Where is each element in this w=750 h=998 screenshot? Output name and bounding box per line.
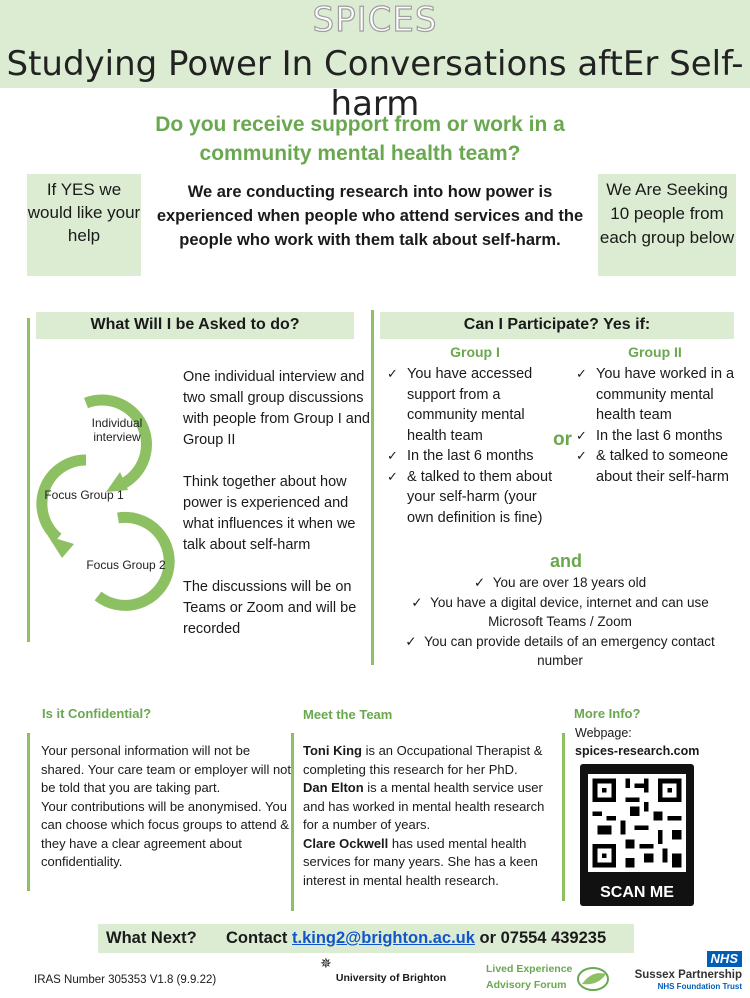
check-icon: ✓ bbox=[473, 575, 493, 590]
webpage-label: Webpage: bbox=[575, 726, 632, 740]
what-next-label: What Next? bbox=[106, 929, 197, 947]
cycle-arrowhead-2 bbox=[48, 536, 74, 558]
and-label: and bbox=[549, 551, 582, 571]
team-member bbox=[303, 779, 561, 835]
brighton-logo bbox=[316, 956, 466, 984]
general-criteria-text: You can provide details of an emergency contact number bbox=[424, 633, 715, 668]
contact-line bbox=[226, 924, 606, 953]
general-criteria bbox=[390, 573, 730, 671]
asked-heading: What Will I be Asked to do? bbox=[36, 312, 354, 339]
member-desc: is a mental health service user and has worked in mental health research for a number of years. bbox=[303, 780, 545, 832]
general-criteria-item bbox=[390, 593, 730, 632]
nhs-badge: NHS bbox=[707, 951, 742, 967]
criteria-item: ✓ You have accessed support from a community mental health team bbox=[387, 364, 562, 446]
webpage-url[interactable]: spices-research.com bbox=[575, 744, 700, 758]
qr-icon bbox=[588, 774, 686, 872]
criteria-item: ✓ & talked to them about your self-harm (your own definition is fine) bbox=[387, 467, 562, 529]
acronym-title: SPICES bbox=[312, 0, 438, 40]
team-heading: Meet the Team bbox=[303, 707, 393, 722]
member-name: Toni King bbox=[303, 743, 362, 758]
member-name: Dan Elton bbox=[303, 780, 364, 795]
what-next-bar bbox=[98, 924, 634, 953]
confidential-heading: Is it Confidential? bbox=[42, 706, 152, 721]
team-member bbox=[303, 835, 561, 891]
more-info-heading: More Info? bbox=[574, 706, 641, 721]
divider-line bbox=[371, 310, 374, 665]
team-bios bbox=[303, 742, 561, 890]
group2-criteria bbox=[576, 364, 736, 487]
confidential-paragraph: Your personal information will not be shared. Your care team or employer will not be told that you are taking part. bbox=[41, 743, 292, 795]
cycle-diagram bbox=[28, 378, 178, 628]
asked-paragraph: The discussions will be on Teams or Zoom and will be recorded bbox=[183, 579, 357, 637]
cycle-label-focus1: Focus Group 1 bbox=[44, 488, 124, 502]
if-yes-box: If YES we would like your help bbox=[27, 174, 141, 276]
question-heading: Do you receive support from or work in a community mental health team? bbox=[155, 113, 565, 165]
member-desc: has used mental health services for many years. She has a keen interest in mental health research. bbox=[303, 835, 538, 888]
group2-title: Group II bbox=[628, 344, 682, 360]
general-criteria-item bbox=[390, 632, 730, 671]
cycle-label-individual: Individual interview bbox=[91, 416, 143, 444]
or-label: or bbox=[553, 429, 572, 450]
team-member bbox=[303, 742, 561, 779]
seeking-box: We Are Seeking 10 people from each group below bbox=[598, 174, 736, 276]
criteria-item: ✓ You have worked in a community mental health team bbox=[576, 364, 736, 426]
leaf-logo-graphic bbox=[576, 966, 610, 992]
member-name: Clare Ockwell bbox=[303, 835, 389, 851]
asked-paragraph: Think together about how power is experienced and what influences it when we talk about self-harm bbox=[183, 474, 356, 553]
qr-code[interactable] bbox=[580, 764, 694, 906]
qr-pattern bbox=[588, 774, 686, 872]
iras-number: IRAS Number 305353 V1.8 (9.9.22) bbox=[34, 974, 217, 986]
check-icon: ✓ bbox=[411, 594, 431, 610]
general-criteria-text: You are over 18 years old bbox=[492, 575, 647, 590]
asked-paragraph: One individual interview and two small group discussions with people from Group I and Group II bbox=[183, 369, 370, 448]
member-desc: is an Occupational Therapist & completing this research for her PhD. bbox=[303, 743, 543, 777]
lived-experience-logo-text bbox=[486, 961, 572, 993]
confidential-text bbox=[41, 742, 291, 872]
nhs-trust-name: Sussex Partnership bbox=[634, 969, 742, 981]
brighton-name: University of Brighton bbox=[335, 972, 447, 984]
nhs-logo bbox=[630, 950, 742, 992]
contact-phone: or 07554 439235 bbox=[474, 929, 607, 947]
participate-heading: Can I Participate? Yes if: bbox=[380, 312, 734, 339]
divider-line bbox=[27, 733, 30, 891]
divider-line bbox=[291, 733, 294, 911]
check-icon: ✓ bbox=[405, 633, 425, 649]
cycle-label-focus2: Focus Group 2 bbox=[86, 558, 166, 572]
research-statement: We are conducting research into how power is experienced when people who attend services and the people who work with them talk about self-harm. bbox=[156, 183, 584, 249]
leaf-icon bbox=[576, 966, 610, 997]
confidential-paragraph: Your contributions will be anonymised. You can choose which focus groups to attend & they have a clear agreement about confidentiality. bbox=[41, 798, 289, 869]
asked-description bbox=[183, 367, 373, 661]
group1-title: Group I bbox=[450, 344, 500, 360]
group1-criteria bbox=[387, 364, 562, 528]
full-title: Studying Power In Conversations aftEr Self-harm bbox=[6, 44, 744, 124]
more-info-text bbox=[575, 724, 735, 760]
lived-line1: Lived Experience bbox=[486, 963, 573, 975]
general-criteria-text: You have a digital device, internet and can use Microsoft Teams / Zoom bbox=[430, 594, 709, 629]
email-link[interactable]: t.king2@brighton.ac.uk bbox=[292, 929, 475, 947]
criteria-item: ✓ In the last 6 months bbox=[387, 446, 562, 467]
criteria-item: ✓ & talked to someone about their self-harm bbox=[576, 446, 736, 487]
contact-prefix: Contact bbox=[226, 929, 292, 947]
general-criteria-item bbox=[390, 573, 730, 593]
lived-line2: Advisory Forum bbox=[486, 979, 567, 991]
nhs-trust-subtitle: NHS Foundation Trust bbox=[657, 982, 742, 991]
criteria-item: ✓ In the last 6 months bbox=[576, 426, 736, 447]
brighton-emblem-icon: ✵ bbox=[320, 955, 332, 971]
scan-me-label: SCAN ME bbox=[600, 884, 674, 901]
divider-line bbox=[562, 733, 565, 901]
